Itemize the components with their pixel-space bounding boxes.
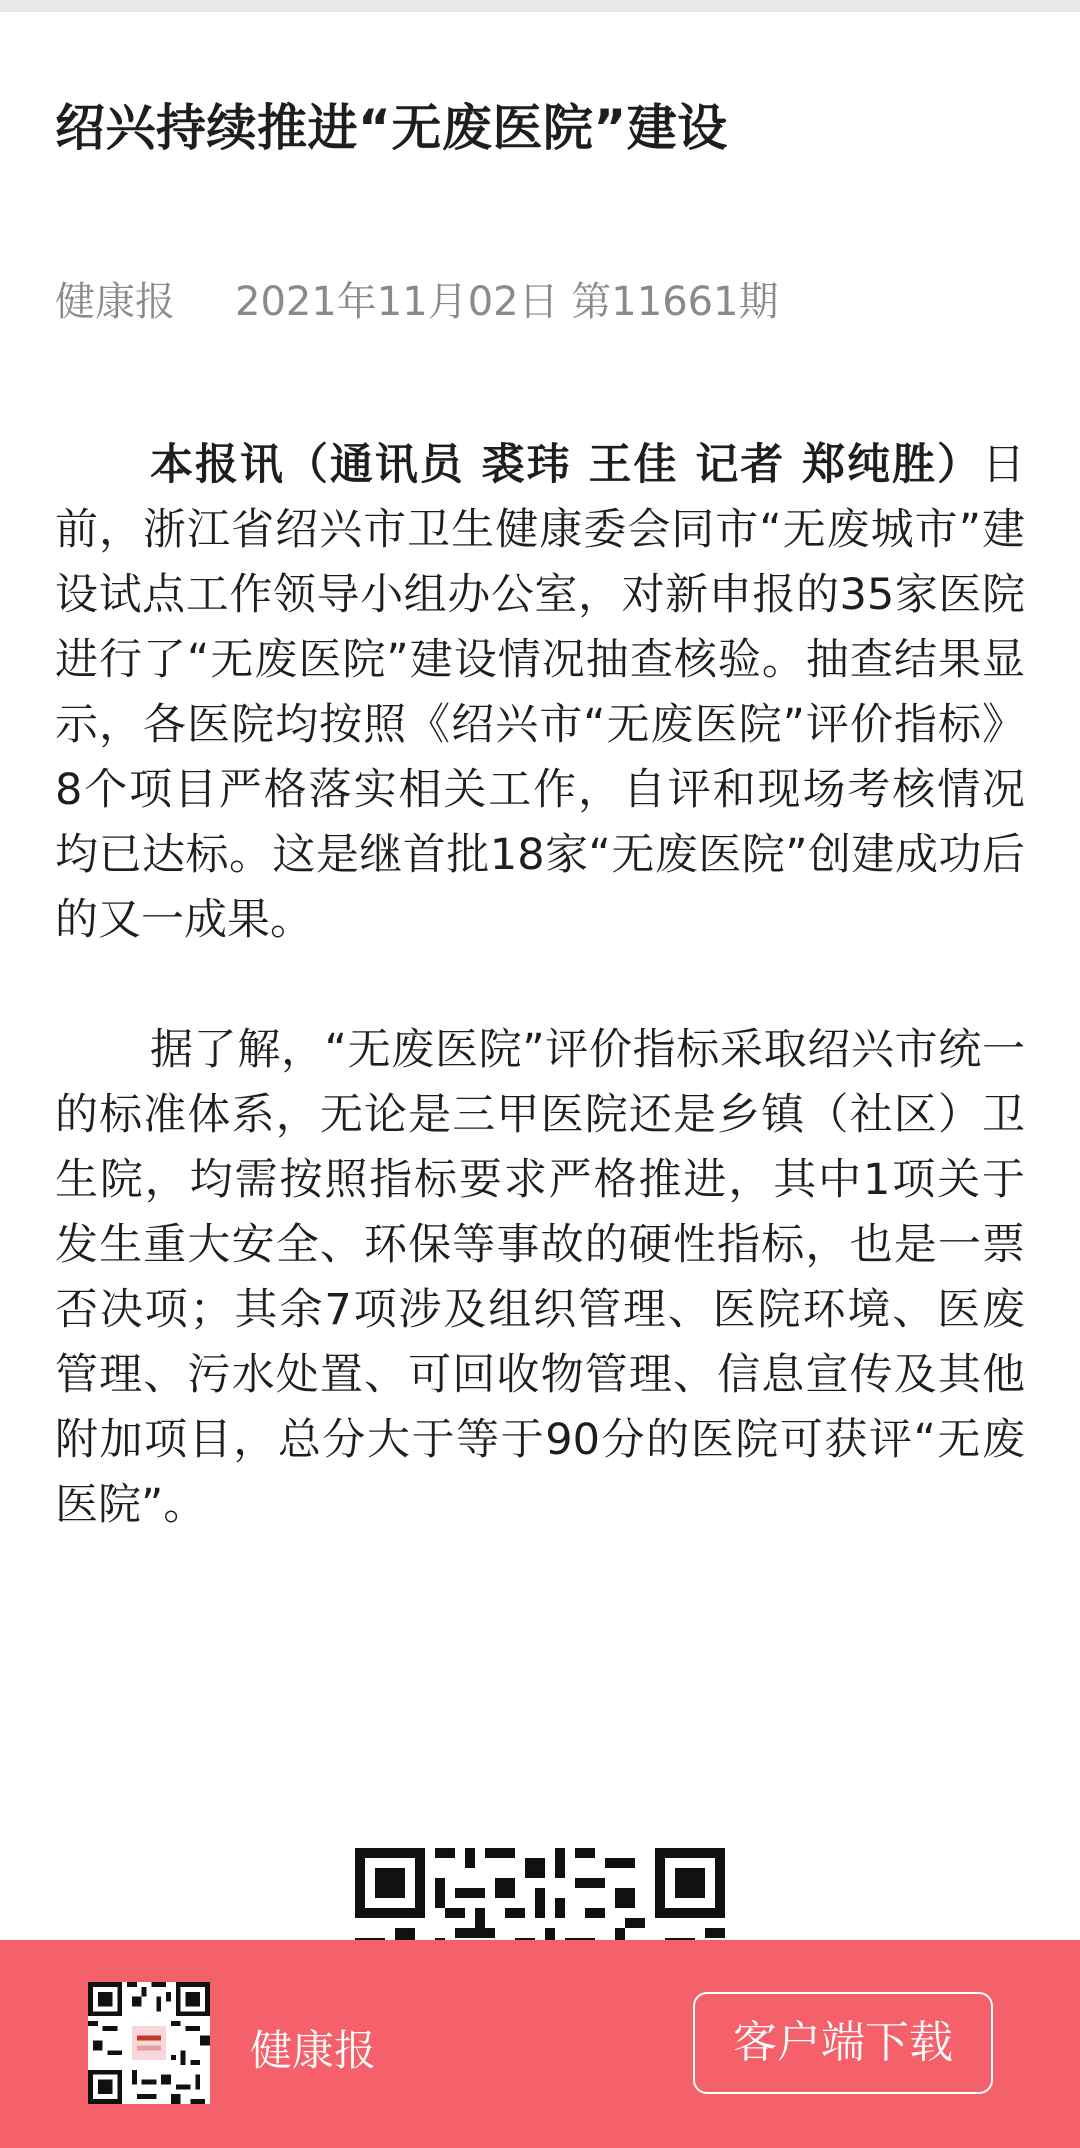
article-body — [55, 433, 1025, 1538]
paragraph-lead: 本报讯（通讯员 裘玮 王佳 记者 郑纯胜） — [150, 440, 982, 490]
article-date-issue: 2021年11月02日 第11661期 — [235, 279, 779, 325]
article-meta — [55, 270, 779, 327]
download-app-button[interactable]: 客户端下载 — [693, 1992, 993, 2094]
qr-code-icon — [88, 1982, 210, 2104]
article-title: 绍兴持续推进“无废医院”建设 — [55, 99, 728, 157]
publication-name: 健康报 — [250, 2026, 377, 2075]
article-source: 健康报 — [55, 279, 175, 325]
status-strip — [0, 0, 1080, 12]
paragraph-text: 据了解，“无废医院”评价指标采取绍兴市统一的标准体系，无论是三甲医院还是乡镇（社区）卫生院，均需按照指标要求严格推进，其中1项关于发生重大安全、环保等事故的硬性指标，也是一票否决项；其余7项涉及组织管理、医院环境、医废管理、污水处置、可回收物管理、信息宣传及其他附加项目，总分大于等于90分的医院可获评“无废医院”。 — [55, 1025, 1025, 1530]
app-download-bar — [0, 1940, 1080, 2148]
article-paragraph — [55, 433, 1025, 953]
paragraph-text: 日前，浙江省绍兴市卫生健康委会同市“无废城市”建设试点工作领导小组办公室，对新申报的35家医院进行了“无废医院”建设情况抽查核验。抽查结果显示，各医院均按照《绍兴市“无废医院”评价指标》8个项目严格落实相关工作，自评和现场考核情况均已达标。这是继首批18家“无废医院”创建成功后的又一成果。 — [55, 440, 1025, 945]
article-paragraph — [55, 1018, 1025, 1538]
